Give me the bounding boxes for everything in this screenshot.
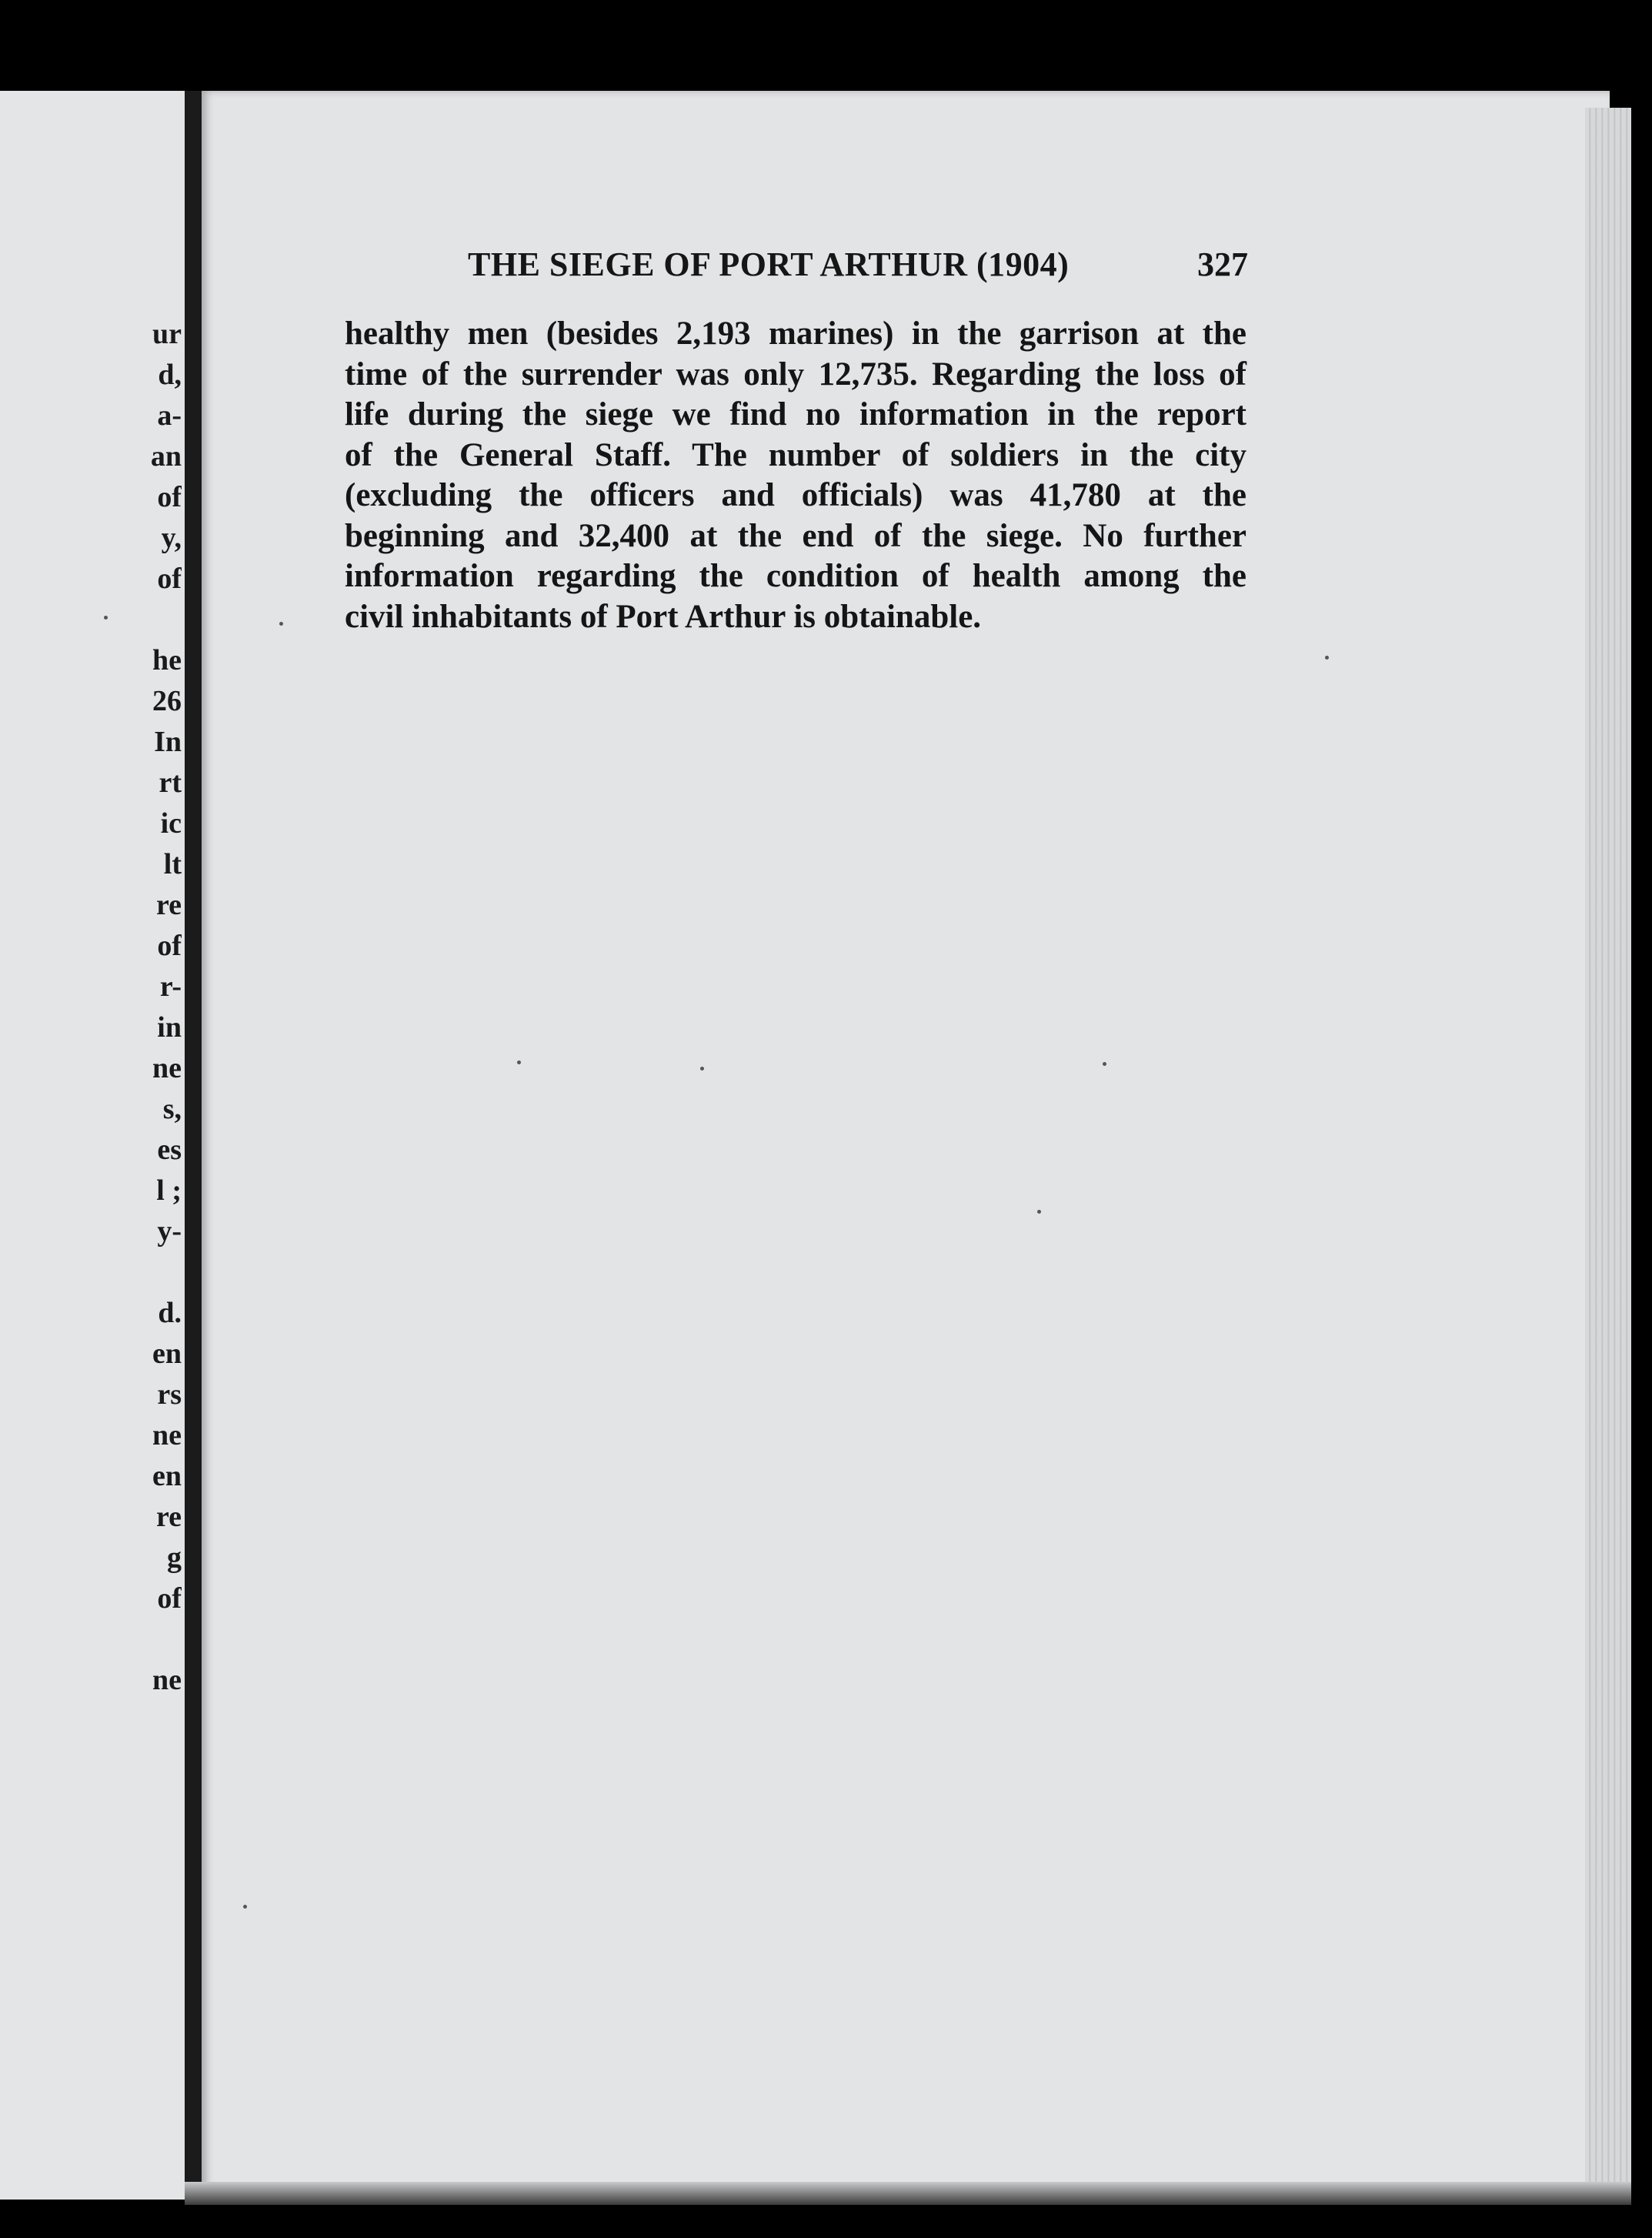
fragment-line: rt xyxy=(159,767,182,799)
fragment-line: d. xyxy=(158,1297,182,1329)
dust-speck xyxy=(1325,656,1329,660)
bottom-page-shadow xyxy=(185,2182,1631,2205)
fragment-line: r- xyxy=(159,970,182,1003)
dust-speck xyxy=(279,622,283,626)
fragment-line: a- xyxy=(157,399,182,432)
fragment-line: In xyxy=(154,726,182,758)
fragment-line: he xyxy=(152,644,182,676)
text-line: information regarding the condition of health among the xyxy=(345,558,1247,594)
page-number: 327 xyxy=(1197,246,1248,283)
previous-page-text-fragments xyxy=(0,314,182,1701)
fragment-line: re xyxy=(155,1501,182,1533)
fragment-line: re xyxy=(155,889,182,921)
text-line: healthy men (besides 2,193 marines) in the garrison at the xyxy=(345,316,1247,352)
fragment-line: rs xyxy=(157,1378,182,1411)
text-line: of the General Staff. The number of soldiers in the city xyxy=(345,436,1247,473)
fragment-line: in xyxy=(157,1011,182,1044)
previous-page-edge xyxy=(0,91,188,2200)
fragment-line: es xyxy=(157,1134,182,1166)
text-line: beginning and 32,400 at the end of the siege. No further xyxy=(345,517,1247,554)
text-line: (excluding the officers and officials) was 41,780 at the xyxy=(345,477,1247,513)
text-line: life during the siege we find no information in the report xyxy=(345,396,1247,433)
page-header xyxy=(468,245,1253,284)
fragment-line: ne xyxy=(152,1419,182,1451)
fragment-line: lt xyxy=(163,848,182,880)
fragment-line xyxy=(0,1619,182,1660)
fragment-line: ne xyxy=(152,1052,182,1084)
dust-speck xyxy=(1037,1210,1041,1214)
text-line: time of the surrender was only 12,735. Regarding the loss of xyxy=(345,356,1247,392)
text-line: civil inhabitants of Port Arthur is obtainable. xyxy=(345,598,982,635)
dust-speck xyxy=(700,1067,704,1071)
fragment-line: an xyxy=(150,440,182,473)
fragment-line: ic xyxy=(160,807,182,840)
running-head: THE SIEGE OF PORT ARTHUR (1904) xyxy=(468,246,1070,283)
dust-speck xyxy=(517,1061,521,1064)
fragment-line: l ; xyxy=(156,1174,182,1207)
fragment-line: y, xyxy=(161,522,182,554)
fragment-line: d, xyxy=(158,359,182,391)
fragment-line: of xyxy=(157,1582,182,1615)
fragment-line: en xyxy=(152,1460,182,1492)
page-stack-edge xyxy=(1585,108,1631,2201)
fragment-line: 26 xyxy=(152,685,182,717)
dust-speck xyxy=(1103,1062,1106,1066)
dust-speck xyxy=(243,1905,247,1909)
fragment-line: ne xyxy=(152,1664,182,1696)
fragment-line: y- xyxy=(157,1215,182,1248)
fragment-line: of xyxy=(157,481,182,513)
dust-speck xyxy=(104,616,108,620)
fragment-line: of xyxy=(157,930,182,962)
body-paragraph xyxy=(345,314,1247,637)
fragment-line xyxy=(0,1252,182,1293)
fragment-line: en xyxy=(152,1338,182,1370)
fragment-line xyxy=(0,600,182,640)
fragment-line: ur xyxy=(152,318,182,350)
fragment-line: g xyxy=(167,1542,182,1574)
fragment-line: s, xyxy=(162,1093,182,1125)
fragment-line: of xyxy=(157,563,182,595)
